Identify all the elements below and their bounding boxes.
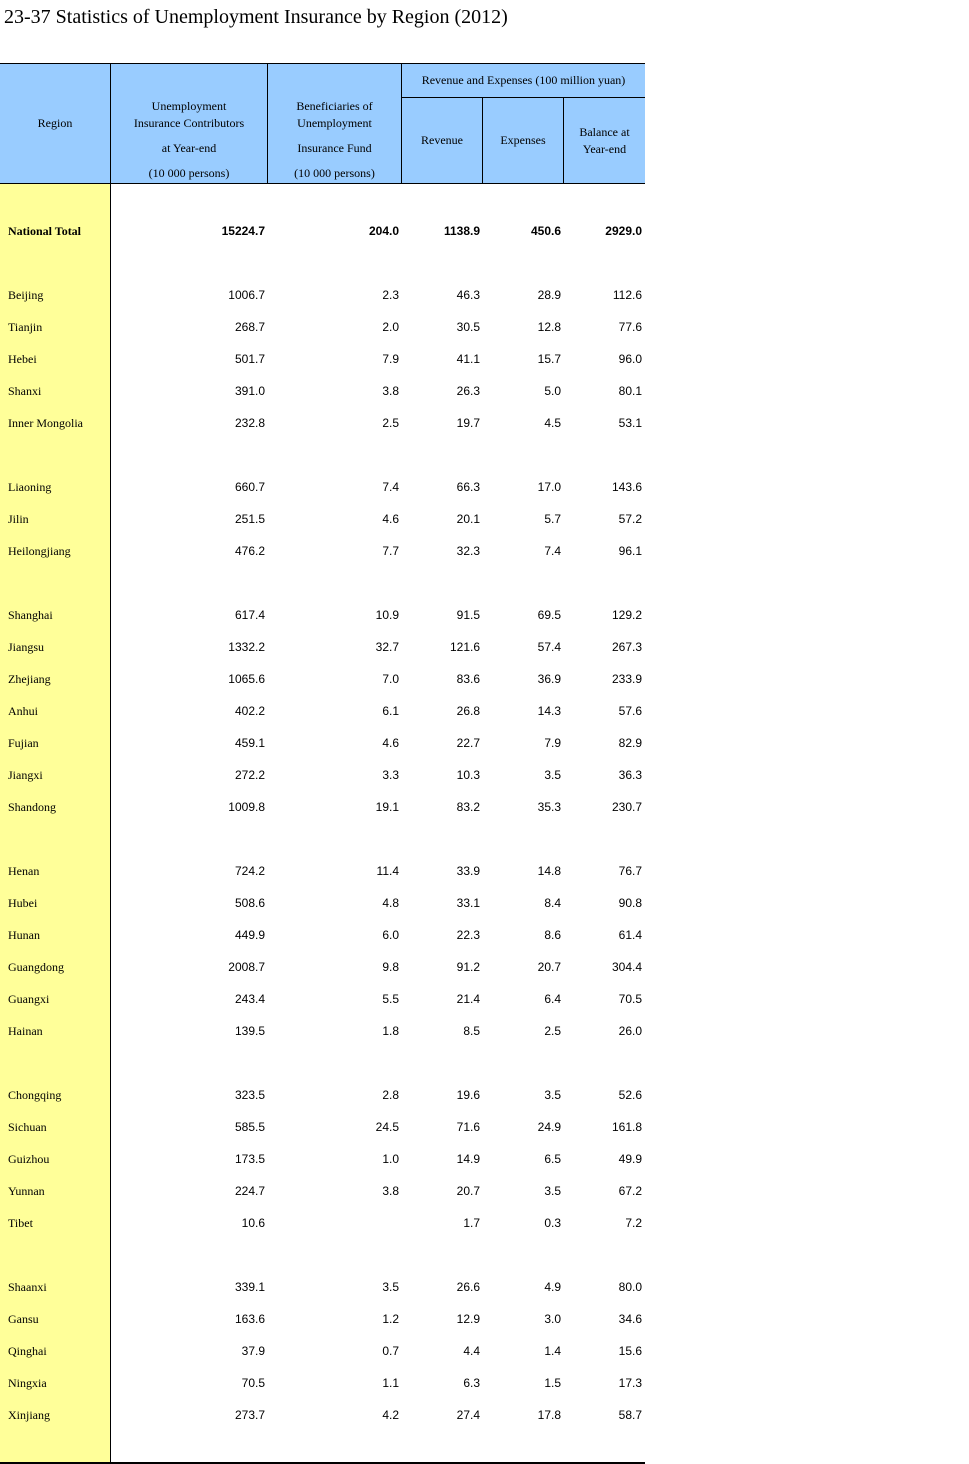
revenue-value: 19.7: [456, 416, 480, 430]
contributors-value: 224.7: [234, 1184, 265, 1198]
contributors-value: 449.9: [234, 928, 265, 942]
revenue-value: 32.3: [456, 544, 480, 558]
contributors-value: 70.5: [241, 1376, 265, 1390]
balance-value: 58.7: [618, 1408, 642, 1422]
revenue-value: 20.1: [456, 512, 480, 526]
header-beneficiaries-line1: Beneficiaries of: [296, 99, 373, 113]
header-divider-4: [563, 97, 564, 183]
header-beneficiaries-line2: Unemployment: [297, 116, 372, 130]
region-name: Jilin: [8, 512, 29, 526]
revenue-value: 33.1: [456, 896, 480, 910]
revenue-value: 14.9: [456, 1152, 480, 1166]
expenses-value: 6.5: [544, 1152, 561, 1166]
header-region-label: Region: [37, 115, 73, 130]
header-revenue-label: Revenue: [421, 133, 463, 147]
table-row: [0, 1335, 645, 1367]
table-row: [0, 471, 645, 503]
region-name: Xinjiang: [8, 1408, 50, 1422]
contributors-value: 391.0: [234, 384, 265, 398]
contributors-value: 273.7: [234, 1408, 265, 1422]
header-bottom-border: [0, 183, 645, 184]
revenue-value: 66.3: [456, 480, 480, 494]
revenue-value: 6.3: [463, 1376, 480, 1390]
region-name: Jiangsu: [8, 640, 44, 654]
beneficiaries-value: 7.0: [382, 672, 399, 686]
expenses-value: 7.9: [544, 736, 561, 750]
revenue-value: 1.7: [463, 1216, 480, 1230]
revenue-value: 22.3: [456, 928, 480, 942]
table-row: [0, 695, 645, 727]
region-name: Shanghai: [8, 608, 53, 622]
header-balance: [564, 98, 645, 183]
balance-value: 96.1: [618, 544, 642, 558]
beneficiaries-value: 7.9: [382, 352, 399, 366]
contributors-value: 1332.2: [228, 640, 265, 654]
balance-value: 90.8: [618, 896, 642, 910]
contributors-value: 1006.7: [228, 288, 265, 302]
table-row: [0, 663, 645, 695]
table-row: [0, 215, 645, 247]
region-name: Shaanxi: [8, 1280, 47, 1294]
header-beneficiaries: [268, 97, 401, 183]
contributors-value: 2008.7: [228, 960, 265, 974]
region-name: Beijing: [8, 288, 44, 302]
table-row: [0, 311, 645, 343]
region-name: Tibet: [8, 1216, 33, 1230]
balance-value: 17.3: [618, 1376, 642, 1390]
revenue-value: 91.5: [456, 608, 480, 622]
region-name: Tianjin: [8, 320, 43, 334]
table-row: [0, 727, 645, 759]
balance-value: 76.7: [618, 864, 642, 878]
expenses-value: 14.8: [537, 864, 561, 878]
page-title: 23-37 Statistics of Unemployment Insurance by Region (2012): [4, 6, 508, 28]
beneficiaries-value: 32.7: [375, 640, 399, 654]
region-name: Guizhou: [8, 1152, 50, 1166]
header-expenses: [483, 98, 563, 183]
beneficiaries-value: 1.8: [382, 1024, 399, 1038]
table-row: [0, 1143, 645, 1175]
contributors-value: 37.9: [241, 1344, 265, 1358]
balance-value: 129.2: [611, 608, 642, 622]
expenses-value: 8.4: [544, 896, 561, 910]
contributors-value: 323.5: [234, 1088, 265, 1102]
revenue-value: 4.4: [463, 1344, 480, 1358]
table-row: [0, 1271, 645, 1303]
header-beneficiaries-line3: Insurance Fund: [297, 141, 372, 155]
balance-value: 34.6: [618, 1312, 642, 1326]
beneficiaries-value: 10.9: [375, 608, 399, 622]
balance-value: 80.1: [618, 384, 642, 398]
revenue-value: 83.6: [456, 672, 480, 686]
expenses-value: 6.4: [544, 992, 561, 1006]
expenses-value: 4.5: [544, 416, 561, 430]
expenses-value: 3.0: [544, 1312, 561, 1326]
expenses-value: 3.5: [544, 1184, 561, 1198]
beneficiaries-value: 2.0: [382, 320, 399, 334]
revenue-value: 22.7: [456, 736, 480, 750]
table-row: [0, 1207, 645, 1239]
revenue-value: 8.5: [463, 1024, 480, 1038]
balance-value: 82.9: [618, 736, 642, 750]
table-row: [0, 887, 645, 919]
region-name: Liaoning: [8, 480, 52, 494]
contributors-value: 139.5: [234, 1024, 265, 1038]
region-name: Hunan: [8, 928, 40, 942]
beneficiaries-value: 1.1: [382, 1376, 399, 1390]
beneficiaries-value: 5.5: [382, 992, 399, 1006]
expenses-value: 14.3: [537, 704, 561, 718]
expenses-value: 2.5: [544, 1024, 561, 1038]
contributors-value: 268.7: [234, 320, 265, 334]
region-name: Zhejiang: [8, 672, 51, 686]
contributors-value: 15224.7: [221, 224, 265, 238]
header-revenue-expenses-label: Revenue and Expenses (100 million yuan): [421, 72, 626, 87]
beneficiaries-value: 19.1: [375, 800, 399, 814]
header-balance-line2: Year-end: [582, 141, 627, 156]
expenses-value: 8.6: [544, 928, 561, 942]
expenses-value: 1.5: [544, 1376, 561, 1390]
balance-value: 7.2: [625, 1216, 642, 1230]
table-row: [0, 599, 645, 631]
revenue-value: 21.4: [456, 992, 480, 1006]
table-row: [0, 791, 645, 823]
revenue-value: 27.4: [456, 1408, 480, 1422]
balance-value: 57.2: [618, 512, 642, 526]
revenue-value: 20.7: [456, 1184, 480, 1198]
revenue-value: 121.6: [449, 640, 480, 654]
contributors-value: 10.6: [241, 1216, 265, 1230]
region-name: Ningxia: [8, 1376, 47, 1390]
table-row: [0, 535, 645, 567]
revenue-value: 33.9: [456, 864, 480, 878]
header-contributors: [111, 97, 267, 183]
beneficiaries-value: 9.8: [382, 960, 399, 974]
contributors-value: 660.7: [234, 480, 265, 494]
contributors-value: 476.2: [234, 544, 265, 558]
table-row: [0, 1399, 645, 1431]
table-row: [0, 983, 645, 1015]
table-row: [0, 279, 645, 311]
header-contributors-line4: (10 000 persons): [148, 166, 230, 180]
balance-value: 52.6: [618, 1088, 642, 1102]
table-row: [0, 1367, 645, 1399]
region-name: Hainan: [8, 1024, 43, 1038]
beneficiaries-value: 7.7: [382, 544, 399, 558]
revenue-value: 46.3: [456, 288, 480, 302]
table-row: [0, 1111, 645, 1143]
region-name: Yunnan: [8, 1184, 45, 1198]
contributors-value: 459.1: [234, 736, 265, 750]
region-name: Hebei: [8, 352, 37, 366]
contributors-value: 501.7: [234, 352, 265, 366]
revenue-value: 26.6: [456, 1280, 480, 1294]
expenses-value: 15.7: [537, 352, 561, 366]
contributors-value: 232.8: [234, 416, 265, 430]
table-header: [0, 63, 645, 183]
region-name: Guangdong: [8, 960, 64, 974]
beneficiaries-value: 1.2: [382, 1312, 399, 1326]
table-row: [0, 631, 645, 663]
beneficiaries-value: [267, 1207, 399, 1239]
region-name: Chongqing: [8, 1088, 62, 1102]
region-name: Heilongjiang: [8, 544, 71, 558]
table-row: [0, 1079, 645, 1111]
balance-value: 230.7: [611, 800, 642, 814]
header-balance-line1: Balance at: [579, 124, 630, 139]
contributors-value: 585.5: [234, 1120, 265, 1134]
balance-value: 77.6: [618, 320, 642, 334]
beneficiaries-value: 6.1: [382, 704, 399, 718]
expenses-value: 5.7: [544, 512, 561, 526]
header-group-divider: [402, 97, 645, 98]
beneficiaries-value: 3.8: [382, 1184, 399, 1198]
beneficiaries-value: 3.8: [382, 384, 399, 398]
expenses-value: 36.9: [537, 672, 561, 686]
revenue-value: 10.3: [456, 768, 480, 782]
contributors-value: 339.1: [234, 1280, 265, 1294]
balance-value: 267.3: [611, 640, 642, 654]
revenue-value: 41.1: [456, 352, 480, 366]
expenses-value: 17.8: [537, 1408, 561, 1422]
table-row: [0, 1303, 645, 1335]
beneficiaries-value: 3.5: [382, 1280, 399, 1294]
expenses-value: 24.9: [537, 1120, 561, 1134]
expenses-value: 7.4: [544, 544, 561, 558]
region-name: Qinghai: [8, 1344, 47, 1358]
beneficiaries-value: 4.6: [382, 736, 399, 750]
balance-value: 2929.0: [605, 224, 642, 238]
beneficiaries-value: 24.5: [375, 1120, 399, 1134]
expenses-value: 5.0: [544, 384, 561, 398]
beneficiaries-value: 2.5: [382, 416, 399, 430]
contributors-value: 173.5: [234, 1152, 265, 1166]
table-row: [0, 503, 645, 535]
balance-value: 15.6: [618, 1344, 642, 1358]
table-row: [0, 951, 645, 983]
header-contributors-line3: at Year-end: [161, 141, 217, 155]
table-row: [0, 407, 645, 439]
revenue-value: 30.5: [456, 320, 480, 334]
region-name: Sichuan: [8, 1120, 47, 1134]
balance-value: 304.4: [611, 960, 642, 974]
header-contributors-line2: Insurance Contributors: [133, 116, 245, 130]
expenses-value: 69.5: [537, 608, 561, 622]
header-expenses-label: Expenses: [500, 133, 546, 147]
region-name: Henan: [8, 864, 40, 878]
region-name: Jiangxi: [8, 768, 43, 782]
table-row: [0, 375, 645, 407]
balance-value: 233.9: [611, 672, 642, 686]
expenses-value: 3.5: [544, 1088, 561, 1102]
revenue-value: 19.6: [456, 1088, 480, 1102]
expenses-value: 17.0: [537, 480, 561, 494]
region-name: Inner Mongolia: [8, 416, 83, 430]
contributors-value: 251.5: [234, 512, 265, 526]
header-revenue-expenses-group: [402, 63, 645, 97]
header-revenue: [402, 98, 482, 183]
contributors-value: 508.6: [234, 896, 265, 910]
beneficiaries-value: 204.0: [368, 224, 399, 238]
table-row: [0, 1015, 645, 1047]
header-beneficiaries-line4: (10 000 persons): [294, 166, 375, 180]
header-divider-3: [482, 97, 483, 183]
contributors-value: 163.6: [234, 1312, 265, 1326]
expenses-value: 12.8: [537, 320, 561, 334]
revenue-value: 26.3: [456, 384, 480, 398]
table-row: [0, 919, 645, 951]
balance-value: 70.5: [618, 992, 642, 1006]
balance-value: 36.3: [618, 768, 642, 782]
beneficiaries-value: 6.0: [382, 928, 399, 942]
expenses-value: 1.4: [544, 1344, 561, 1358]
revenue-value: 83.2: [456, 800, 480, 814]
table-row: [0, 1175, 645, 1207]
region-name: National Total: [8, 224, 82, 238]
region-name: Gansu: [8, 1312, 39, 1326]
beneficiaries-value: 11.4: [376, 864, 399, 878]
balance-value: 26.0: [618, 1024, 642, 1038]
region-name: Fujian: [8, 736, 39, 750]
expenses-value: 3.5: [544, 768, 561, 782]
revenue-value: 71.6: [456, 1120, 480, 1134]
contributors-value: 1009.8: [228, 800, 265, 814]
balance-value: 161.8: [611, 1120, 642, 1134]
revenue-value: 1138.9: [443, 224, 480, 238]
table-row: [0, 759, 645, 791]
beneficiaries-value: 2.8: [382, 1088, 399, 1102]
contributors-value: 243.4: [234, 992, 265, 1006]
table-row: [0, 343, 645, 375]
beneficiaries-value: 4.2: [382, 1408, 399, 1422]
header-divider-1: [267, 63, 268, 183]
beneficiaries-value: 2.3: [382, 288, 399, 302]
expenses-value: 20.7: [537, 960, 561, 974]
balance-value: 80.0: [618, 1280, 642, 1294]
expenses-value: 0.3: [544, 1216, 561, 1230]
contributors-value: 272.2: [234, 768, 265, 782]
balance-value: 96.0: [618, 352, 642, 366]
table-row: [0, 855, 645, 887]
contributors-value: 724.2: [234, 864, 265, 878]
balance-value: 57.6: [618, 704, 642, 718]
contributors-value: 617.4: [234, 608, 265, 622]
region-name: Shanxi: [8, 384, 42, 398]
header-region: [0, 63, 110, 183]
revenue-value: 12.9: [456, 1312, 480, 1326]
balance-value: 112.6: [612, 288, 642, 302]
region-name: Anhui: [8, 704, 38, 718]
expenses-value: 4.9: [544, 1280, 561, 1294]
balance-value: 143.6: [611, 480, 642, 494]
balance-value: 49.9: [618, 1152, 642, 1166]
beneficiaries-value: 3.3: [382, 768, 399, 782]
balance-value: 61.4: [618, 928, 642, 942]
revenue-value: 26.8: [456, 704, 480, 718]
region-name: Shandong: [8, 800, 56, 814]
region-name: Hubei: [8, 896, 38, 910]
revenue-value: 91.2: [456, 960, 480, 974]
balance-value: 53.1: [618, 416, 642, 430]
header-divider-2: [401, 63, 402, 183]
beneficiaries-value: 4.6: [382, 512, 399, 526]
expenses-value: 28.9: [537, 288, 561, 302]
expenses-value: 57.4: [537, 640, 561, 654]
beneficiaries-value: 0.7: [382, 1344, 399, 1358]
beneficiaries-value: 7.4: [382, 480, 399, 494]
header-top-border: [0, 63, 645, 64]
expenses-value: 450.6: [530, 224, 561, 238]
contributors-value: 1065.6: [228, 672, 265, 686]
header-contributors-line1: Unemployment: [151, 99, 227, 113]
expenses-value: 35.3: [537, 800, 561, 814]
region-name: Guangxi: [8, 992, 50, 1006]
contributors-value: 402.2: [234, 704, 265, 718]
beneficiaries-value: 4.8: [382, 896, 399, 910]
balance-value: 67.2: [618, 1184, 642, 1198]
beneficiaries-value: 1.0: [382, 1152, 399, 1166]
